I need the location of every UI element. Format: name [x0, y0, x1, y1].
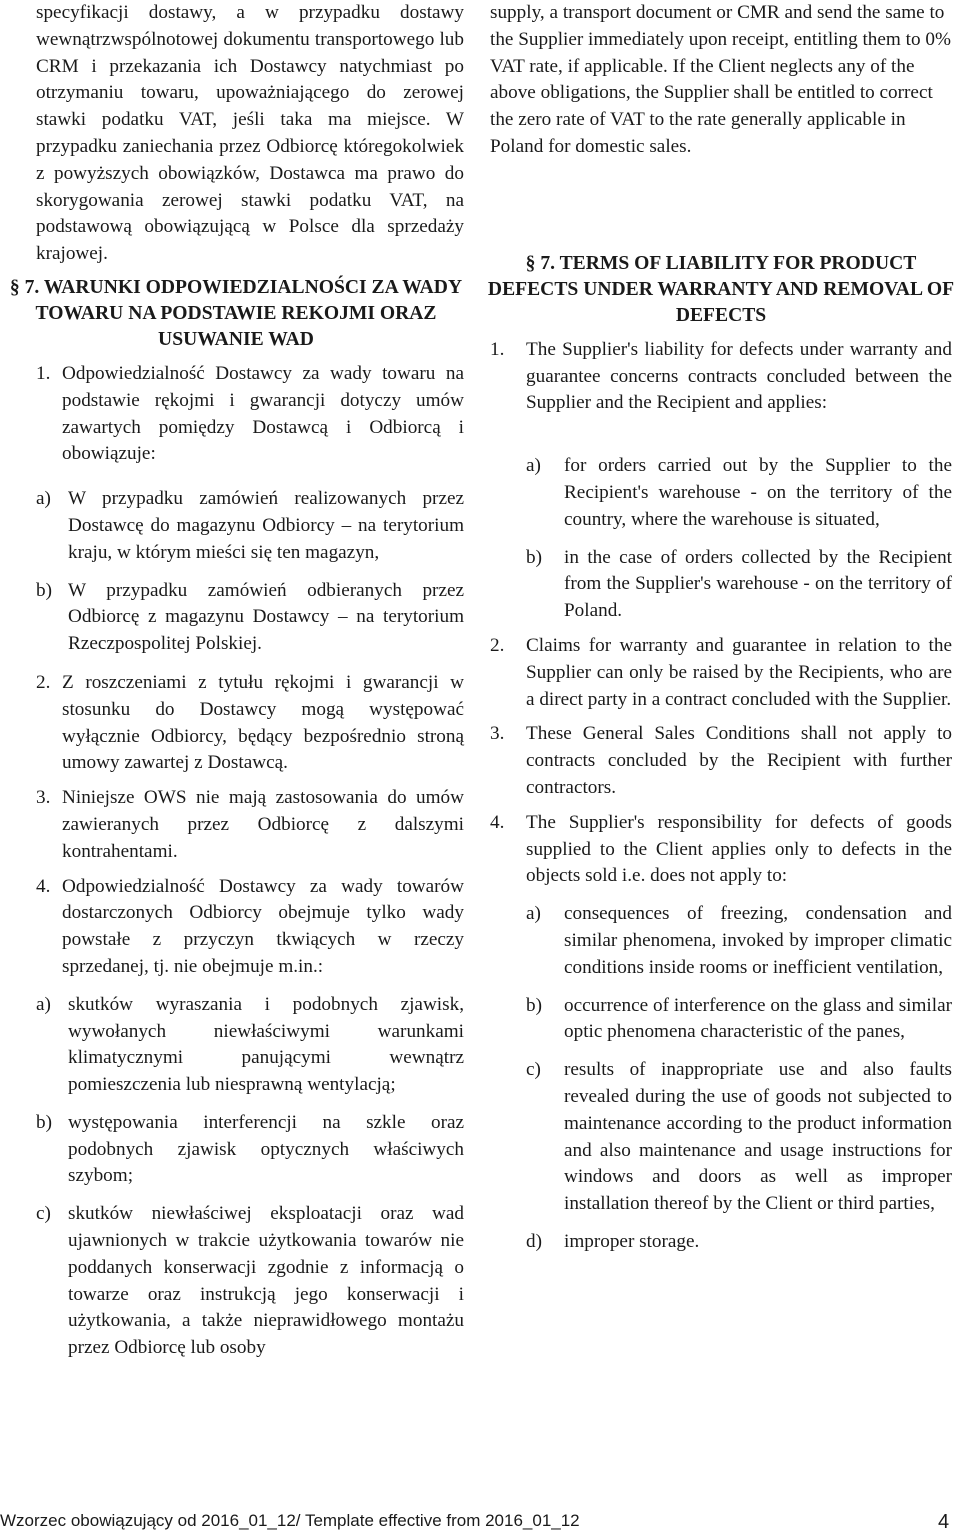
sub-letter: b) — [526, 546, 542, 568]
section-heading-pl: § 7. WARUNKI ODPOWIEDZIALNOŚCI ZA WADY TOWARU NA PODSTAWIE REKOJMI ORAZ USUWANIE WAD — [9, 276, 463, 350]
clause-2-pl — [36, 670, 464, 777]
sub-letter: a) — [36, 488, 51, 510]
clause-number: 3. — [490, 723, 505, 745]
page-number: 4 — [938, 1511, 950, 1533]
clause-2-en — [490, 633, 952, 713]
sub-text: for orders carried out by the Supplier to the Recipient's warehouse - on the territory of the country, where the warehouse is situated, — [564, 455, 952, 530]
clause-4c-pl — [36, 1201, 464, 1362]
clause-3-pl — [36, 785, 464, 865]
clause-1-en — [490, 337, 952, 417]
sub-text: W przypadku zamówień realizowanych przez Dostawcę do magazynu Odbiorcy – na terytorium kraju, w którym mieści się ten magazyn, — [68, 488, 464, 563]
clause-text: Odpowiedzialność Dostawcy za wady towaru na podstawie rękojmi i gwarancji dotyczy umów zawartych pomiędzy Dostawcą i Odbiorcą i obowiązuje: — [62, 362, 464, 465]
clause-4b-en — [526, 993, 952, 1047]
clause-number: 3. — [36, 787, 51, 809]
clause-4-en — [490, 810, 952, 890]
clause-4-pl — [36, 874, 464, 981]
sub-text: improper storage. — [564, 1230, 700, 1252]
sub-letter: a) — [526, 455, 541, 477]
sub-letter: a) — [36, 993, 51, 1015]
intro-paragraph-en: supply, a transport document or CMR and send the same to the Supplier immediately upon receipt, entitling them to 0% VAT rate, if applicable. If the Client neglects any of the above obligations, the Supplier shall be entitled to correct the zero rate of VAT to the rate generally applicable in Poland for domestic sales. — [490, 2, 951, 157]
sub-text: in the case of orders collected by the Recipient from the Supplier's warehouse - on the territory of Poland. — [564, 546, 952, 622]
sub-letter: c) — [36, 1203, 51, 1225]
sub-text: W przypadku zamówień odbieranych przez Odbiorcę z magazynu Dostawcy – na terytorium Rzeczpospolitej Polskiej. — [68, 579, 464, 655]
sub-text: skutków niewłaściwej eksploatacji oraz wad ujawnionych w trakcie użytkowania towarów nie poddanych konserwacji zgodnie z informacją o towarze oraz instrukcją jego konserwacji i użytkowania, a także nieprawidłowego montażu przez Odbiorcę lub osoby — [68, 1203, 464, 1359]
section-heading-en: § 7. TERMS OF LIABILITY FOR PRODUCT DEFECTS UNDER WARRANTY AND REMOVAL OF DEFECTS — [487, 252, 955, 326]
clause-text: Z roszczeniami z tytułu rękojmi i gwarancji w stosunku do Dostawcy mogą występować wyłącznie Odbiorcy, będący bezpośrednio stroną umowy zawartej z Dostawcą. — [62, 671, 464, 774]
clause-text: Odpowiedzialność Dostawcy za wady towarów dostarczonych Odbiorcy obejmuje tylko wady powstałe z przyczyn tkwiących w rzeczy sprzedanej, tj. nie obejmuje m.in.: — [62, 875, 464, 977]
clause-1b-en — [526, 545, 952, 625]
sub-text: consequences of freezing, condensation and similar phenomena, invoked by improper climatic conditions inside rooms or inefficient ventilation, — [564, 903, 952, 978]
clause-text: The Supplier's responsibility for defects of goods supplied to the Client applies only to defects in the objects sold i.e. does not apply to: — [526, 811, 952, 887]
clause-number: 1. — [36, 362, 51, 384]
sub-letter: b) — [526, 994, 542, 1016]
clause-1a-pl — [36, 486, 464, 566]
sub-letter: c) — [526, 1059, 541, 1081]
template-footer: Wzorzec obowiązujący od 2016_01_12/ Template effective from 2016_01_12 — [0, 1511, 580, 1530]
sub-letter: b) — [36, 579, 52, 601]
clause-1b-pl — [36, 578, 464, 658]
sub-text: occurrence of interference on the glass and similar optic phenomena characteristic of the panes, — [564, 994, 952, 1043]
sub-letter: a) — [526, 903, 541, 925]
clause-number: 2. — [36, 671, 51, 693]
sub-letter: b) — [36, 1111, 52, 1133]
clause-text: Niniejsze OWS nie mają zastosowania do umów zawieranych przez Odbiorcę z dalszymi kontrahentami. — [62, 787, 464, 862]
clause-4d-en — [526, 1229, 952, 1256]
clause-number: 4. — [36, 875, 51, 897]
clause-1-pl — [36, 361, 464, 468]
clause-text: These General Sales Conditions shall not apply to contracts concluded by the Recipient with further contractors. — [526, 723, 952, 798]
clause-4b-pl — [36, 1110, 464, 1190]
sub-text: skutków wyraszania i podobnych zjawisk, wywołanych niewłaściwymi warunkami klimatycznymi panującymi wewnątrz pomieszczenia lub niesprawną wentylacją; — [68, 993, 464, 1096]
polish-column — [9, 0, 464, 1362]
clause-1a-en — [526, 453, 952, 533]
intro-paragraph-pl: specyfikacji dostawy, a w przypadku dostawy wewnątrzwspólnotowej dokumentu transportowego lub CRM i przekazania ich Dostawcy natychmiast po otrzymaniu towaru, upoważniającego do zerowej stawki podatku VAT, jeśli taka ma miejsce. W przypadku zaniechania przez Odbiorcę któregokolwiek z powyższych obowiązków, Dostawca ma prawo do skorygowania zerowej stawki podatku VAT, na podstawową obowiązującą w Polsce dla sprzedaży krajowej. — [36, 2, 464, 265]
clause-3-en — [490, 721, 952, 801]
clause-number: 4. — [490, 811, 505, 833]
clause-4a-pl — [36, 992, 464, 1099]
english-column — [487, 0, 955, 1256]
sub-text: results of inappropriate use and also faults revealed during the use of goods not subjected to maintenance according to the product information and also maintenance and usage instructions for windows and doors as well as improper installation thereof by the Client or third parties, — [564, 1059, 952, 1215]
clause-number: 2. — [490, 634, 505, 656]
clause-4c-en — [526, 1057, 952, 1218]
clause-number: 1. — [490, 338, 505, 360]
sub-letter: d) — [526, 1230, 542, 1252]
sub-text: występowania interferencji na szkle oraz podobnych zjawisk optycznych właściwych szybom; — [68, 1111, 464, 1187]
clause-text: The Supplier's liability for defects under warranty and guarantee concerns contracts concluded between the Supplier and the Recipient and applies: — [526, 338, 952, 414]
clause-text: Claims for warranty and guarantee in relation to the Supplier can only be raised by the Recipients, who are a direct party in a contract concluded with the Supplier. — [526, 634, 952, 710]
clause-4a-en — [526, 901, 952, 981]
